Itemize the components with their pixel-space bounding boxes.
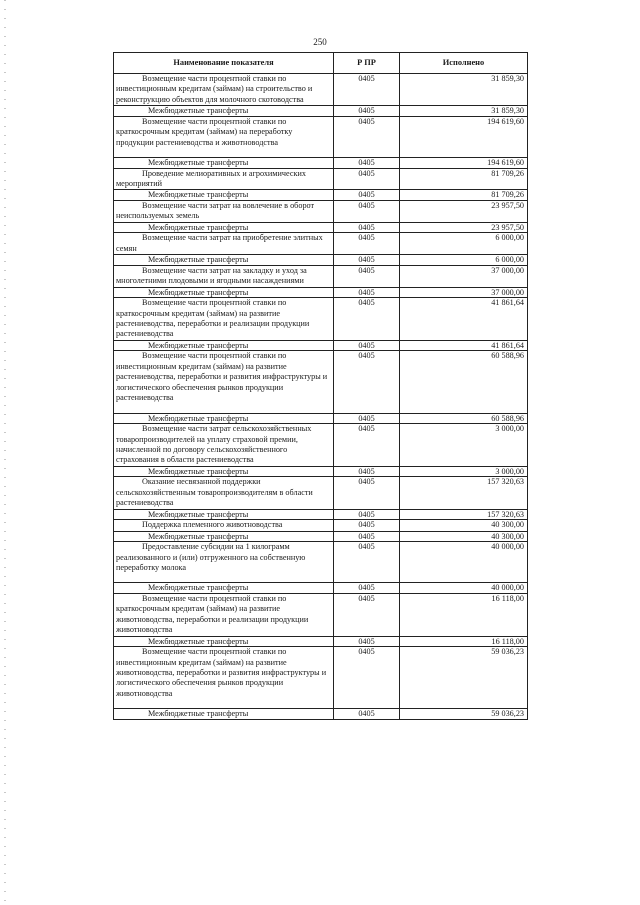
row-code: 0405 [334, 287, 400, 298]
table-row [114, 74, 528, 106]
table-row [114, 520, 528, 531]
row-amount: 16 118,00 [400, 636, 528, 647]
row-name: Межбюджетные трансферты [114, 709, 334, 720]
row-name: Возмещение части затрат сельскохозяйственных товаропроизводителей на уплату страховой премии, начисленной по договору сельскохозяйственного страхования в области растениеводства [114, 424, 334, 467]
row-amount: 31 859,30 [400, 74, 528, 106]
row-amount: 37 000,00 [400, 265, 528, 287]
row-code: 0405 [334, 351, 400, 413]
row-amount: 37 000,00 [400, 287, 528, 298]
row-code: 0405 [334, 201, 400, 223]
row-amount: 194 619,60 [400, 158, 528, 169]
row-name: Межбюджетные трансферты [114, 340, 334, 351]
row-amount: 60 588,96 [400, 351, 528, 413]
row-code: 0405 [334, 709, 400, 720]
row-name: Возмещение части затрат на вовлечение в оборот неиспользуемых земель [114, 201, 334, 223]
row-name: Межбюджетные трансферты [114, 413, 334, 424]
table-row [114, 351, 528, 413]
table-row [114, 413, 528, 424]
row-code: 0405 [334, 466, 400, 477]
row-code: 0405 [334, 190, 400, 201]
row-amount: 40 000,00 [400, 583, 528, 594]
row-code: 0405 [334, 636, 400, 647]
row-name: Проведение мелиоративных и агрохимических мероприятий [114, 168, 334, 190]
row-code: 0405 [334, 340, 400, 351]
table-row [114, 509, 528, 520]
row-name: Возмещение части процентной ставки по инвестиционным кредитам (займам) на развитие животноводства, переработки и развития инфраструктуры и логистического обеспечения рынков продукции животноводства [114, 647, 334, 709]
row-amount: 40 300,00 [400, 531, 528, 542]
header-rpr: Р ПР [334, 53, 400, 74]
table-row [114, 190, 528, 201]
row-amount: 6 000,00 [400, 255, 528, 266]
row-name: Межбюджетные трансферты [114, 190, 334, 201]
table-row [114, 636, 528, 647]
row-code: 0405 [334, 424, 400, 467]
row-code: 0405 [334, 265, 400, 287]
table-row [114, 340, 528, 351]
row-code: 0405 [334, 413, 400, 424]
row-code: 0405 [334, 593, 400, 636]
table-row [114, 158, 528, 169]
table-row [114, 477, 528, 509]
row-name: Оказание несвязанной поддержки сельскохозяйственным товаропроизводителям в области растениеводства [114, 477, 334, 509]
row-amount: 194 619,60 [400, 116, 528, 157]
table-row [114, 298, 528, 341]
table-row [114, 265, 528, 287]
row-amount: 3 000,00 [400, 424, 528, 467]
row-amount: 81 709,26 [400, 168, 528, 190]
row-amount: 41 861,64 [400, 298, 528, 341]
row-code: 0405 [334, 647, 400, 709]
table-row [114, 531, 528, 542]
row-code: 0405 [334, 106, 400, 117]
row-amount: 157 320,63 [400, 509, 528, 520]
table-header-row [114, 53, 528, 74]
row-code: 0405 [334, 255, 400, 266]
row-name: Возмещение части процентной ставки по краткосрочным кредитам (займам) на развитие растениеводства, переработки и реализации продукции растениеводства [114, 298, 334, 341]
table-body [114, 74, 528, 720]
row-name: Возмещение части затрат на закладку и уход за многолетними плодовыми и ягодными насаждениями [114, 265, 334, 287]
table-row [114, 583, 528, 594]
table-row [114, 233, 528, 255]
row-amount: 40 000,00 [400, 542, 528, 583]
row-amount: 40 300,00 [400, 520, 528, 531]
header-name: Наименование показателя [114, 53, 334, 74]
row-name: Возмещение части процентной ставки по краткосрочным кредитам (займам) на развитие животноводства, переработки и реализации продукции животноводства [114, 593, 334, 636]
row-code: 0405 [334, 222, 400, 233]
row-name: Возмещение части процентной ставки по краткосрочным кредитам (займам) на переработку продукции растениеводства и животноводства [114, 116, 334, 157]
table-row [114, 222, 528, 233]
row-code: 0405 [334, 116, 400, 157]
table-row [114, 647, 528, 709]
header-executed: Исполнено [400, 53, 528, 74]
row-name: Межбюджетные трансферты [114, 583, 334, 594]
row-amount: 60 588,96 [400, 413, 528, 424]
row-amount: 23 957,50 [400, 222, 528, 233]
table-row [114, 168, 528, 190]
budget-table [113, 52, 528, 720]
row-code: 0405 [334, 158, 400, 169]
row-name: Предоставление субсидии на 1 килограмм реализованного и (или) отгруженного на собственную переработку молока [114, 542, 334, 583]
table-row [114, 424, 528, 467]
scan-margin-dots [4, 0, 6, 905]
table-row [114, 542, 528, 583]
row-code: 0405 [334, 477, 400, 509]
row-code: 0405 [334, 298, 400, 341]
row-name: Возмещение части процентной ставки по инвестиционным кредитам (займам) на развитие растениеводства, переработки и развития инфраструктуры и логистического обеспечения рынков продукции растениеводства [114, 351, 334, 413]
table-row [114, 287, 528, 298]
row-amount: 41 861,64 [400, 340, 528, 351]
row-name: Межбюджетные трансферты [114, 636, 334, 647]
row-code: 0405 [334, 531, 400, 542]
table-row [114, 593, 528, 636]
row-code: 0405 [334, 520, 400, 531]
row-name: Межбюджетные трансферты [114, 509, 334, 520]
table-row [114, 709, 528, 720]
row-name: Межбюджетные трансферты [114, 158, 334, 169]
row-name: Межбюджетные трансферты [114, 531, 334, 542]
row-amount: 59 036,23 [400, 647, 528, 709]
row-code: 0405 [334, 542, 400, 583]
page-number: 250 [313, 37, 327, 47]
row-name: Возмещение части затрат на приобретение элитных семян [114, 233, 334, 255]
row-code: 0405 [334, 168, 400, 190]
table-row [114, 106, 528, 117]
row-amount: 3 000,00 [400, 466, 528, 477]
row-code: 0405 [334, 509, 400, 520]
row-amount: 81 709,26 [400, 190, 528, 201]
row-name: Межбюджетные трансферты [114, 106, 334, 117]
row-name: Межбюджетные трансферты [114, 466, 334, 477]
table-row [114, 201, 528, 223]
table-row [114, 116, 528, 157]
row-amount: 6 000,00 [400, 233, 528, 255]
row-name: Поддержка племенного животноводства [114, 520, 334, 531]
row-name: Межбюджетные трансферты [114, 222, 334, 233]
table-row [114, 255, 528, 266]
row-name: Межбюджетные трансферты [114, 287, 334, 298]
row-amount: 31 859,30 [400, 106, 528, 117]
row-code: 0405 [334, 583, 400, 594]
table-row [114, 466, 528, 477]
row-amount: 59 036,23 [400, 709, 528, 720]
row-name: Межбюджетные трансферты [114, 255, 334, 266]
row-name: Возмещение части процентной ставки по инвестиционным кредитам (займам) на строительство и реконструкцию объектов для молочного скотоводства [114, 74, 334, 106]
row-code: 0405 [334, 74, 400, 106]
row-amount: 157 320,63 [400, 477, 528, 509]
row-amount: 16 118,00 [400, 593, 528, 636]
row-code: 0405 [334, 233, 400, 255]
row-amount: 23 957,50 [400, 201, 528, 223]
